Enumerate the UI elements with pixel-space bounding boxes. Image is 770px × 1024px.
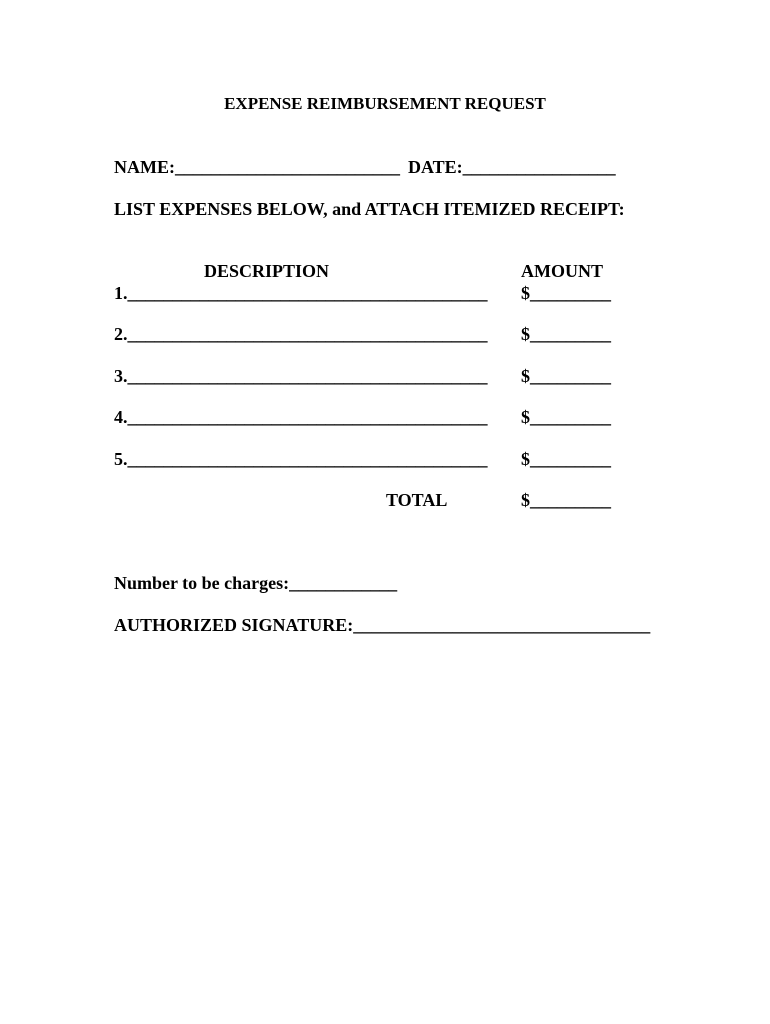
authorized-signature-field[interactable]: AUTHORIZED SIGNATURE:_________________________________ <box>114 615 651 635</box>
expense-row-2-amount[interactable]: $_________ <box>521 324 611 344</box>
expense-row-4-amount[interactable]: $_________ <box>521 407 611 427</box>
expense-row-2-description[interactable]: 2.________________________________________ <box>114 324 488 344</box>
name-field[interactable]: NAME:_________________________ <box>114 157 400 177</box>
expense-row-3-amount[interactable]: $_________ <box>521 366 611 386</box>
expense-row-5-amount[interactable]: $_________ <box>521 449 611 469</box>
document-title: EXPENSE REIMBURSEMENT REQUEST <box>224 94 546 113</box>
instructions-text: LIST EXPENSES BELOW, and ATTACH ITEMIZED RECEIPT: <box>114 199 625 219</box>
amount-header: AMOUNT <box>521 261 603 281</box>
total-label: TOTAL <box>386 490 448 510</box>
expense-row-5-description[interactable]: 5.________________________________________ <box>114 449 488 469</box>
date-field[interactable]: DATE:_________________ <box>408 157 616 177</box>
total-amount[interactable]: $_________ <box>521 490 611 510</box>
description-header: DESCRIPTION <box>204 261 330 281</box>
expense-row-4-description[interactable]: 4.________________________________________ <box>114 407 488 427</box>
expense-row-1-description[interactable]: 1.________________________________________ <box>114 283 488 303</box>
expense-row-1-amount[interactable]: $_________ <box>521 283 611 303</box>
expense-row-3-description[interactable]: 3.________________________________________ <box>114 366 488 386</box>
charge-number-field[interactable]: Number to be charges:____________ <box>114 573 398 593</box>
